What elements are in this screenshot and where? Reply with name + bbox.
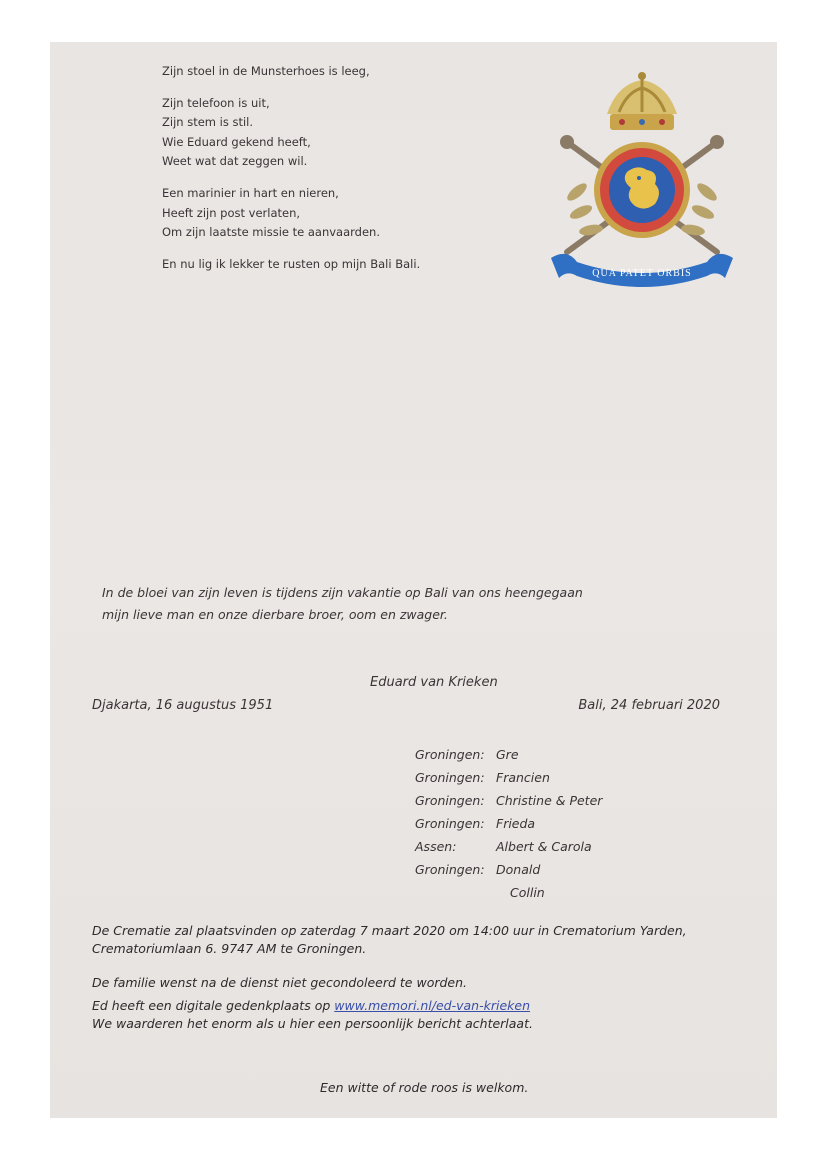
family-list (415, 743, 602, 904)
emblem-motto: QUA PATET ORBIS (592, 268, 692, 279)
condolence-info (92, 974, 533, 1033)
intro-text (102, 582, 583, 626)
cremation-notice (92, 922, 687, 958)
family-row (415, 766, 602, 789)
info-prefix: Ed heeft een digitale gedenkplaats op (92, 998, 335, 1013)
poem (162, 62, 420, 286)
family-row (415, 835, 602, 858)
cremation-line: Crematoriumlaan 6. 9747 AM te Groningen. (92, 941, 367, 956)
marine-corps-crest-icon (547, 72, 737, 290)
poem-line: Zijn stoel in de Munsterhoes is leeg, (162, 64, 370, 78)
family-city: Groningen: (415, 793, 485, 808)
memorial-card (50, 42, 777, 1118)
family-row (415, 881, 602, 904)
poem-stanza-1 (162, 62, 420, 82)
family-names: Albert & Carola (496, 839, 592, 854)
poem-line: Een marinier in hart en nieren, (162, 185, 339, 200)
info-line: De familie wenst na de dienst niet gecondoleerd te worden. (92, 975, 467, 990)
family-city: Groningen: (415, 747, 485, 762)
poem-line: En nu lig ik lekker te rusten op mijn Bali Bali. (162, 256, 421, 271)
family-names: Donald (496, 862, 541, 877)
poem-line: Om zijn laatste missie te aanvaarden. (162, 225, 380, 240)
poem-line: Wie Eduard gekend heeft, (162, 134, 311, 149)
family-row (415, 812, 602, 835)
family-names: Francien (496, 770, 550, 785)
family-names: Gre (496, 747, 519, 762)
memorial-link[interactable]: www.memori.nl/ed-van-krieken (334, 998, 531, 1013)
family-row (415, 743, 602, 766)
death-date: Bali, 24 februari 2020 (578, 698, 720, 713)
poem-line: Zijn telefoon is uit, (162, 95, 270, 110)
poem-stanza-3 (162, 184, 420, 243)
family-city: Groningen: (415, 770, 485, 785)
info-line-with-link (92, 997, 533, 1015)
family-names: Christine & Peter (496, 793, 603, 808)
deceased-name: Eduard van Krieken (370, 675, 498, 690)
intro-line: In de bloei van zijn leven is tijdens zijn vakantie op Bali van ons heengegaan (102, 585, 583, 600)
poem-line: Heeft zijn post verlaten, (162, 205, 301, 220)
family-row (415, 789, 602, 812)
closing-text: Een witte of rode roos is welkom. (320, 1080, 529, 1095)
cremation-line: De Crematie zal plaatsvinden op zaterdag 7 maart 2020 om 14:00 uur in Crematorium Yarden, (92, 923, 687, 938)
family-names: Collin (510, 885, 545, 900)
birth-date: Djakarta, 16 augustus 1951 (92, 698, 274, 713)
intro-line: mijn lieve man en onze dierbare broer, oom en zwager. (102, 607, 448, 622)
family-city: Groningen: (415, 816, 485, 831)
info-line: We waarderen het enorm als u hier een persoonlijk bericht achterlaat. (92, 1016, 533, 1031)
family-city: Groningen: (415, 862, 485, 877)
poem-stanza-4 (162, 255, 420, 275)
family-names: Frieda (496, 816, 536, 831)
poem-stanza-2 (162, 94, 420, 172)
poem-line: Zijn stem is stil. (162, 115, 254, 130)
family-row (415, 858, 602, 881)
poem-line: Weet wat dat zeggen wil. (162, 154, 308, 169)
family-city: Assen: (415, 839, 457, 854)
